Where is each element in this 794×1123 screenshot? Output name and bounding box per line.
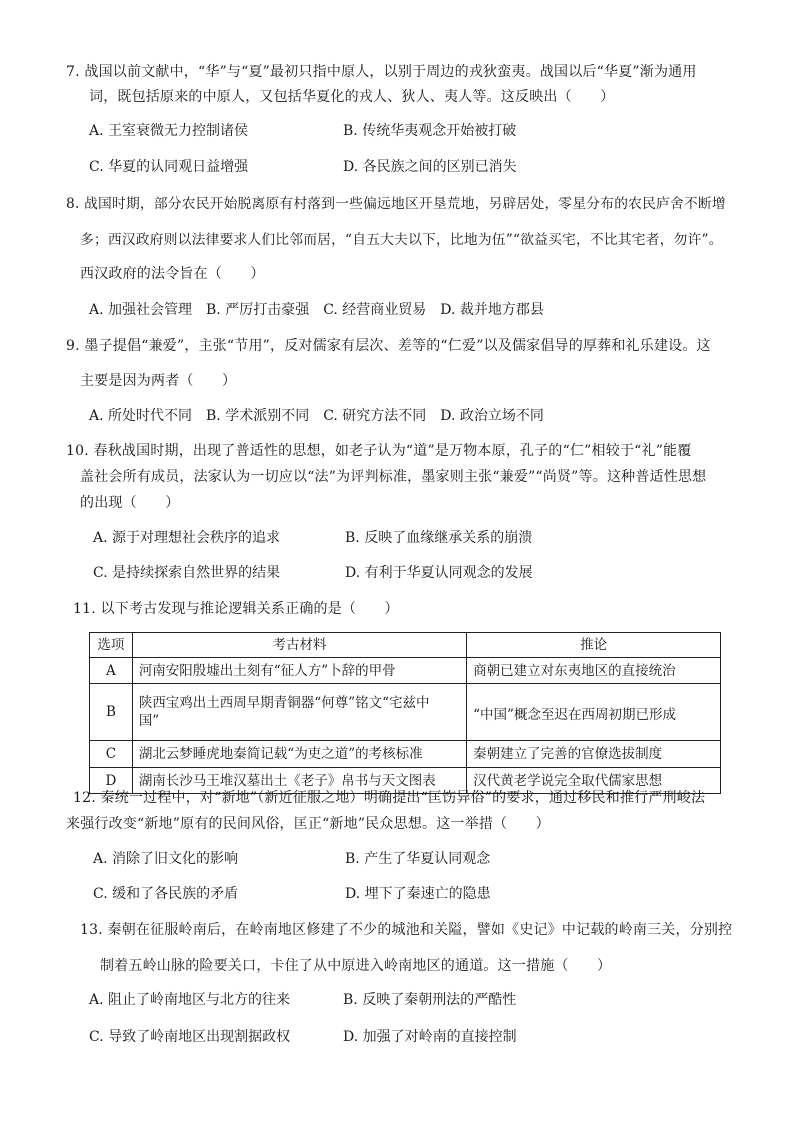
question-8-stem-line-2: 多；西汉政府则以法律要求人们比邻而居，“自五大夫以下，比地为伍”“欲益买宅，不比其宅者，勿许”。 (80, 232, 723, 248)
question-7-stem-line-2: 词，既包括原来的中原人，又包括华夏化的戎人、狄人、夷人等。这反映出（ ） (89, 89, 615, 105)
question-10-option-d[interactable]: D. 有利于华夏认同观念的发展 (345, 565, 533, 581)
row-material: 湖南长沙马王堆汉墓出土《老子》帛书与天文图表 (132, 768, 466, 794)
question-8-options[interactable]: A. 加强社会管理 B. 严厉打击豪强 C. 经营商业贸易 D. 裁并地方郡县 (89, 302, 544, 318)
question-11-stem: 11. 以下考古发现与推论逻辑关系正确的是（ ） (73, 601, 399, 617)
question-12-stem-line-1: 12. 秦统一过程中，对“新地”（新近征服之地）明确提出“匡饬异俗”的要求，通过移民和推行严刑峻法 (73, 790, 706, 806)
row-option-label: D (90, 768, 133, 794)
row-option-label: A (90, 658, 133, 684)
table-header-row (90, 633, 721, 658)
question-7-option-a[interactable]: A. 王室衰微无力控制诸侯 (89, 123, 249, 139)
question-12-option-b[interactable]: B. 产生了华夏认同观念 (345, 851, 491, 867)
question-13-option-a[interactable]: A. 阻止了岭南地区与北方的往来 (89, 992, 291, 1008)
question-8-stem-line-3: 西汉政府的法令旨在（ ） (80, 266, 265, 282)
row-material-line-2: 国” (138, 713, 160, 729)
row-material: 河南安阳殷墟出土刻有“征人方”卜辞的甲骨 (132, 658, 466, 684)
question-13-option-d[interactable]: D. 加强了对岭南的直接控制 (343, 1029, 517, 1045)
archaeology-table (89, 632, 721, 794)
row-option-label: C (90, 741, 133, 768)
row-inference: 汉代黄老学说完全取代儒家思想 (467, 768, 721, 794)
row-material: 湖北云梦睡虎地秦简记载“为吏之道”的考核标准 (132, 741, 466, 768)
question-13-stem-line-2: 制着五岭山脉的险要关口，卡住了从中原进入岭南地区的通道。这一措施（ ） (100, 958, 612, 974)
question-10-option-c[interactable]: C. 是持续探索自然世界的结果 (93, 565, 281, 581)
row-option-label: B (90, 684, 133, 741)
table-row[interactable] (90, 684, 721, 741)
question-12-stem-line-2: 来强行改变“新地”原有的民间风俗，匡正“新地”民众思想。这一举措（ ） (66, 816, 550, 832)
question-7-option-b[interactable]: B. 传统华夷观念开始被打破 (343, 123, 517, 139)
table-header-material: 考古材料 (132, 633, 466, 658)
question-13-option-b[interactable]: B. 反映了秦朝刑法的严酷性 (343, 992, 517, 1008)
question-9-stem-line-2: 主要是因为两者（ ） (80, 373, 237, 389)
question-10-option-a[interactable]: A. 源于对理想社会秩序的追求 (93, 530, 281, 546)
question-10-stem-line-3: 的出现（ ） (80, 495, 180, 511)
question-12-option-d[interactable]: D. 埋下了秦速亡的隐患 (345, 886, 491, 902)
row-material (132, 684, 466, 741)
question-7-option-c[interactable]: C. 华夏的认同观日益增强 (89, 159, 249, 175)
row-inference: “中国”概念至迟在西周初期已形成 (467, 684, 721, 741)
table-row[interactable] (90, 658, 721, 684)
question-7-stem-line-1: 7. 战国以前文献中，“华”与“夏”最初只指中原人，以别于周边的戎狄蛮夷。战国以后“华夏”渐为通用 (66, 64, 697, 80)
question-7-option-d[interactable]: D. 各民族之间的区别已消失 (343, 159, 517, 175)
question-8-stem-line-1: 8. 战国时期，部分农民开始脱离原有村落到一些偏远地区开垦荒地，另辟居处，零星分布的农民庐舍不断增 (66, 196, 726, 212)
question-9-options[interactable]: A. 所处时代不同 B. 学术派别不同 C. 研究方法不同 D. 政治立场不同 (89, 408, 544, 424)
question-10-option-b[interactable]: B. 反映了血缘继承关系的崩溃 (345, 530, 533, 546)
question-13-stem-line-1: 13. 秦朝在征服岭南后，在岭南地区修建了不少的城池和关隘，譬如《史记》中记载的岭南三关，分别控 (80, 922, 733, 938)
question-10-stem-line-2: 盖社会所有成员，法家认为一切应以“法”为评判标准，墨家则主张“兼爱”“尚贤”等。这种普适性思想 (80, 469, 707, 485)
question-13-option-c[interactable]: C. 导致了岭南地区出现割据政权 (89, 1029, 291, 1045)
table-header-option: 选项 (90, 633, 133, 658)
row-inference: 秦朝建立了完善的官僚选拔制度 (467, 741, 721, 768)
table-row[interactable] (90, 741, 721, 768)
table-header-inference: 推论 (467, 633, 721, 658)
question-10-stem-line-1: 10. 春秋战国时期，出现了普适性的思想，如老子认为“道”是万物本原，孔子的“仁”相较于“礼”能覆 (66, 443, 692, 459)
question-9-stem-line-1: 9. 墨子提倡“兼爱”，主张“节用”，反对儒家有层次、差等的“仁爱”以及儒家倡导的厚葬和礼乐建设。这 (66, 338, 711, 354)
row-material-line-1: 陕西宝鸡出土西周早期青铜器“何尊”铭文“宅兹中 (138, 695, 430, 711)
row-inference: 商朝已建立对东夷地区的直接统治 (467, 658, 721, 684)
question-12-option-c[interactable]: C. 缓和了各民族的矛盾 (93, 886, 239, 902)
question-12-option-a[interactable]: A. 消除了旧文化的影响 (93, 851, 239, 867)
